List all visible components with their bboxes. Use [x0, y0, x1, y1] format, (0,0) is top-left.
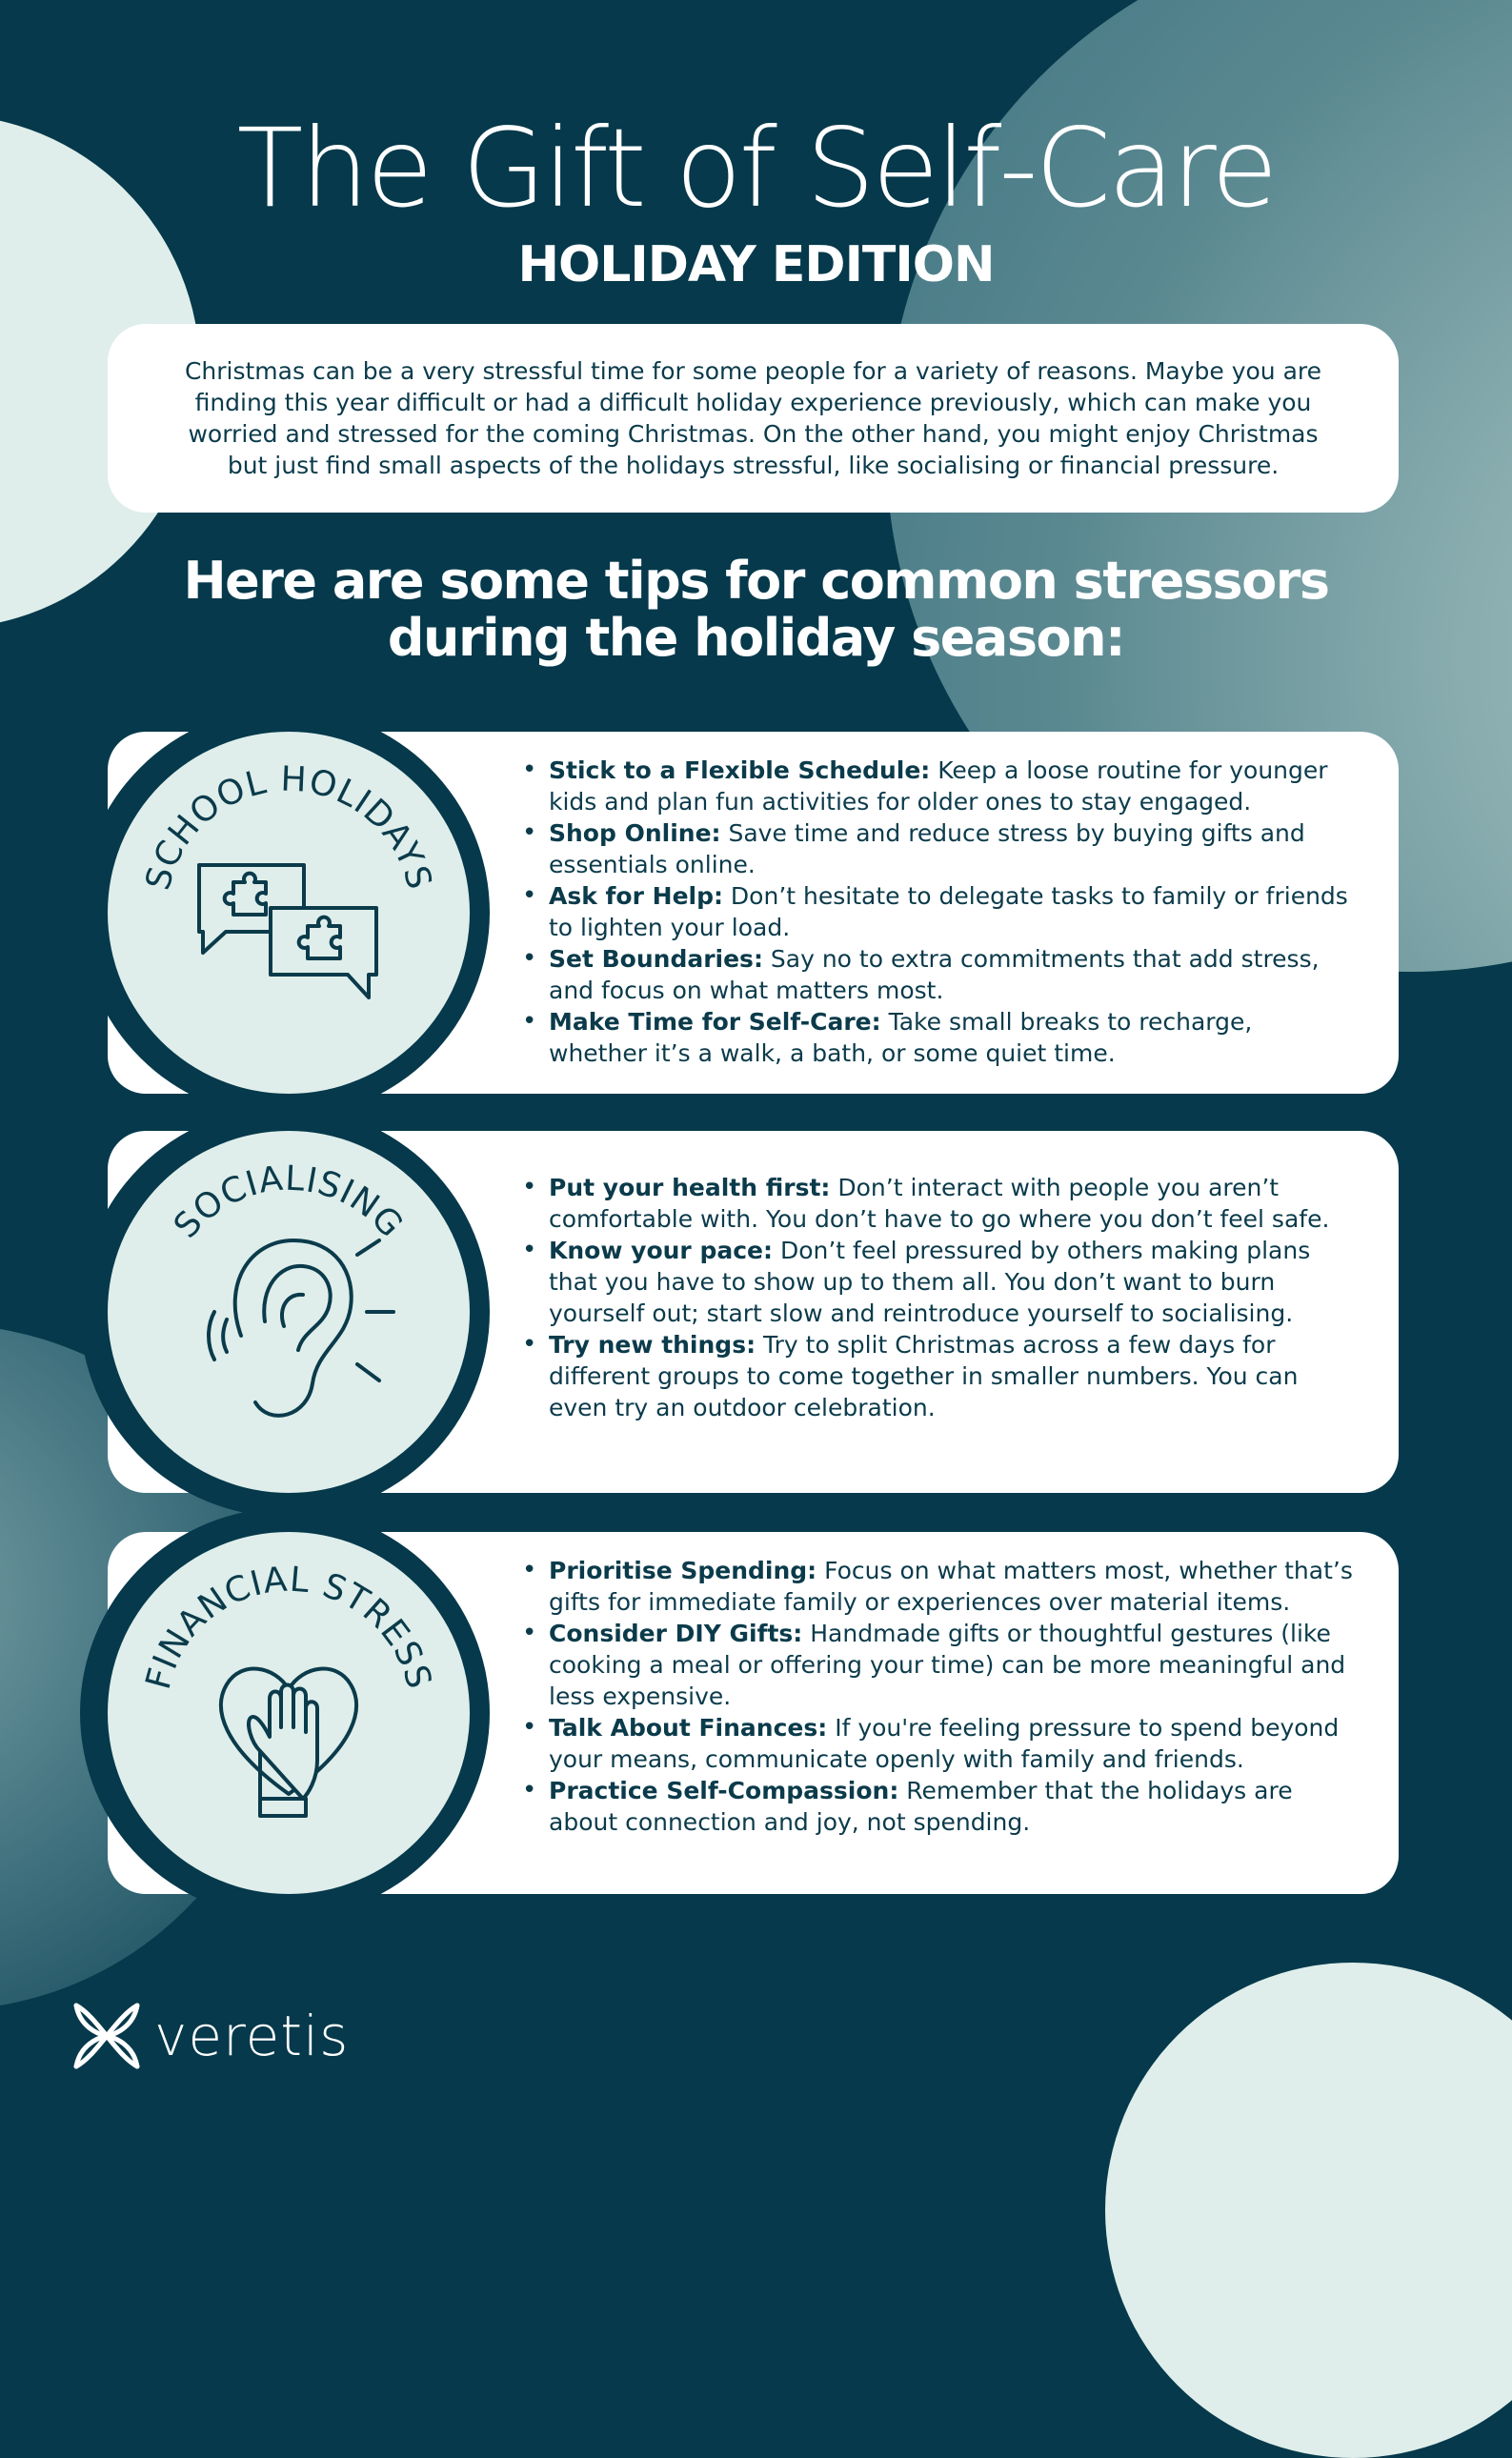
financial-stress-tips [516, 1555, 1355, 1838]
list-item: • Put your health first: Don’t interact with people you aren’t comfortable with. You don’t have to go where you don’t feel safe. [516, 1172, 1355, 1235]
list-item: • Try new things: Try to split Christmas across a few days for different groups to come together in smaller numbers. You can even try an outdoor celebration. [516, 1329, 1355, 1423]
socialising-label: SOCIALISING [166, 1158, 411, 1246]
speech-bubbles-puzzle-icon [199, 865, 376, 997]
financial-stress-label: FINANCIAL STRESS [138, 1560, 439, 1694]
list-item: • Consider DIY Gifts: Handmade gifts or thoughtful gestures (like cooking a meal or offering your time) can be more meaningful and less expensive. [516, 1618, 1355, 1712]
financial-stress-circle [108, 1532, 470, 1894]
intro-card [108, 324, 1399, 513]
list-item: • Ask for Help: Don’t hesitate to delegate tasks to family or friends to lighten your load. [516, 880, 1355, 943]
ear-listening-icon [209, 1240, 393, 1416]
hand-heart-icon [221, 1669, 356, 1816]
list-item: • Know your pace: Don’t feel pressured by others making plans that you have to show up to them all. You don’t want to burn yourself out; start slow and reintroduce yourself to socialising. [516, 1235, 1355, 1329]
tips-heading [0, 553, 1512, 667]
list-item: • Stick to a Flexible Schedule: Keep a loose routine for younger kids and plan fun activities for older ones to stay engaged. [516, 755, 1355, 817]
tips-heading-line-2: during the holiday season: [387, 608, 1125, 668]
list-item: • Practice Self-Compassion: Remember that the holidays are about connection and joy, not spending. [516, 1775, 1355, 1838]
list-item: • Shop Online: Save time and reduce stress by buying gifts and essentials online. [516, 817, 1355, 880]
page-title: The Gift of Self-Care [236, 105, 1276, 232]
list-item: • Talk About Finances: If you're feeling pressure to spend beyond your means, communicate openly with family and friends. [516, 1712, 1355, 1775]
list-item: • Set Boundaries: Say no to extra commitments that add stress, and focus on what matters most. [516, 943, 1355, 1006]
page-subtitle: HOLIDAY EDITION [517, 236, 995, 293]
school-holidays-circle [108, 732, 470, 1094]
school-holidays-tips [516, 755, 1355, 1069]
veretis-logo-icon [69, 1998, 145, 2074]
socialising-tips [516, 1172, 1355, 1423]
tips-heading-line-1: Here are some tips for common stressors [183, 551, 1329, 611]
veretis-logo-text: veretis [154, 2004, 350, 2068]
intro-text: Christmas can be a very stressful time for some people for a variety of reasons. Maybe you are finding this year difficult or had a difficult holiday experience previously, which can make you worried and stressed for the coming Christmas. On the other hand, you might enjoy Christmas but just find small aspects of the holidays stressful, like socialising or financial pressure. [184, 357, 1322, 479]
socialising-circle [108, 1131, 470, 1493]
list-item: • Make Time for Self-Care: Take small breaks to recharge, whether it’s a walk, a bath, or some quiet time. [516, 1006, 1355, 1069]
list-item: • Prioritise Spending: Focus on what matters most, whether that’s gifts for immediate family or experiences over material items. [516, 1555, 1355, 1618]
veretis-logo [69, 1993, 349, 2079]
background-circle-bottom-right [1105, 1963, 1512, 2458]
school-holidays-label: SCHOOL HOLIDAYS [138, 759, 439, 895]
